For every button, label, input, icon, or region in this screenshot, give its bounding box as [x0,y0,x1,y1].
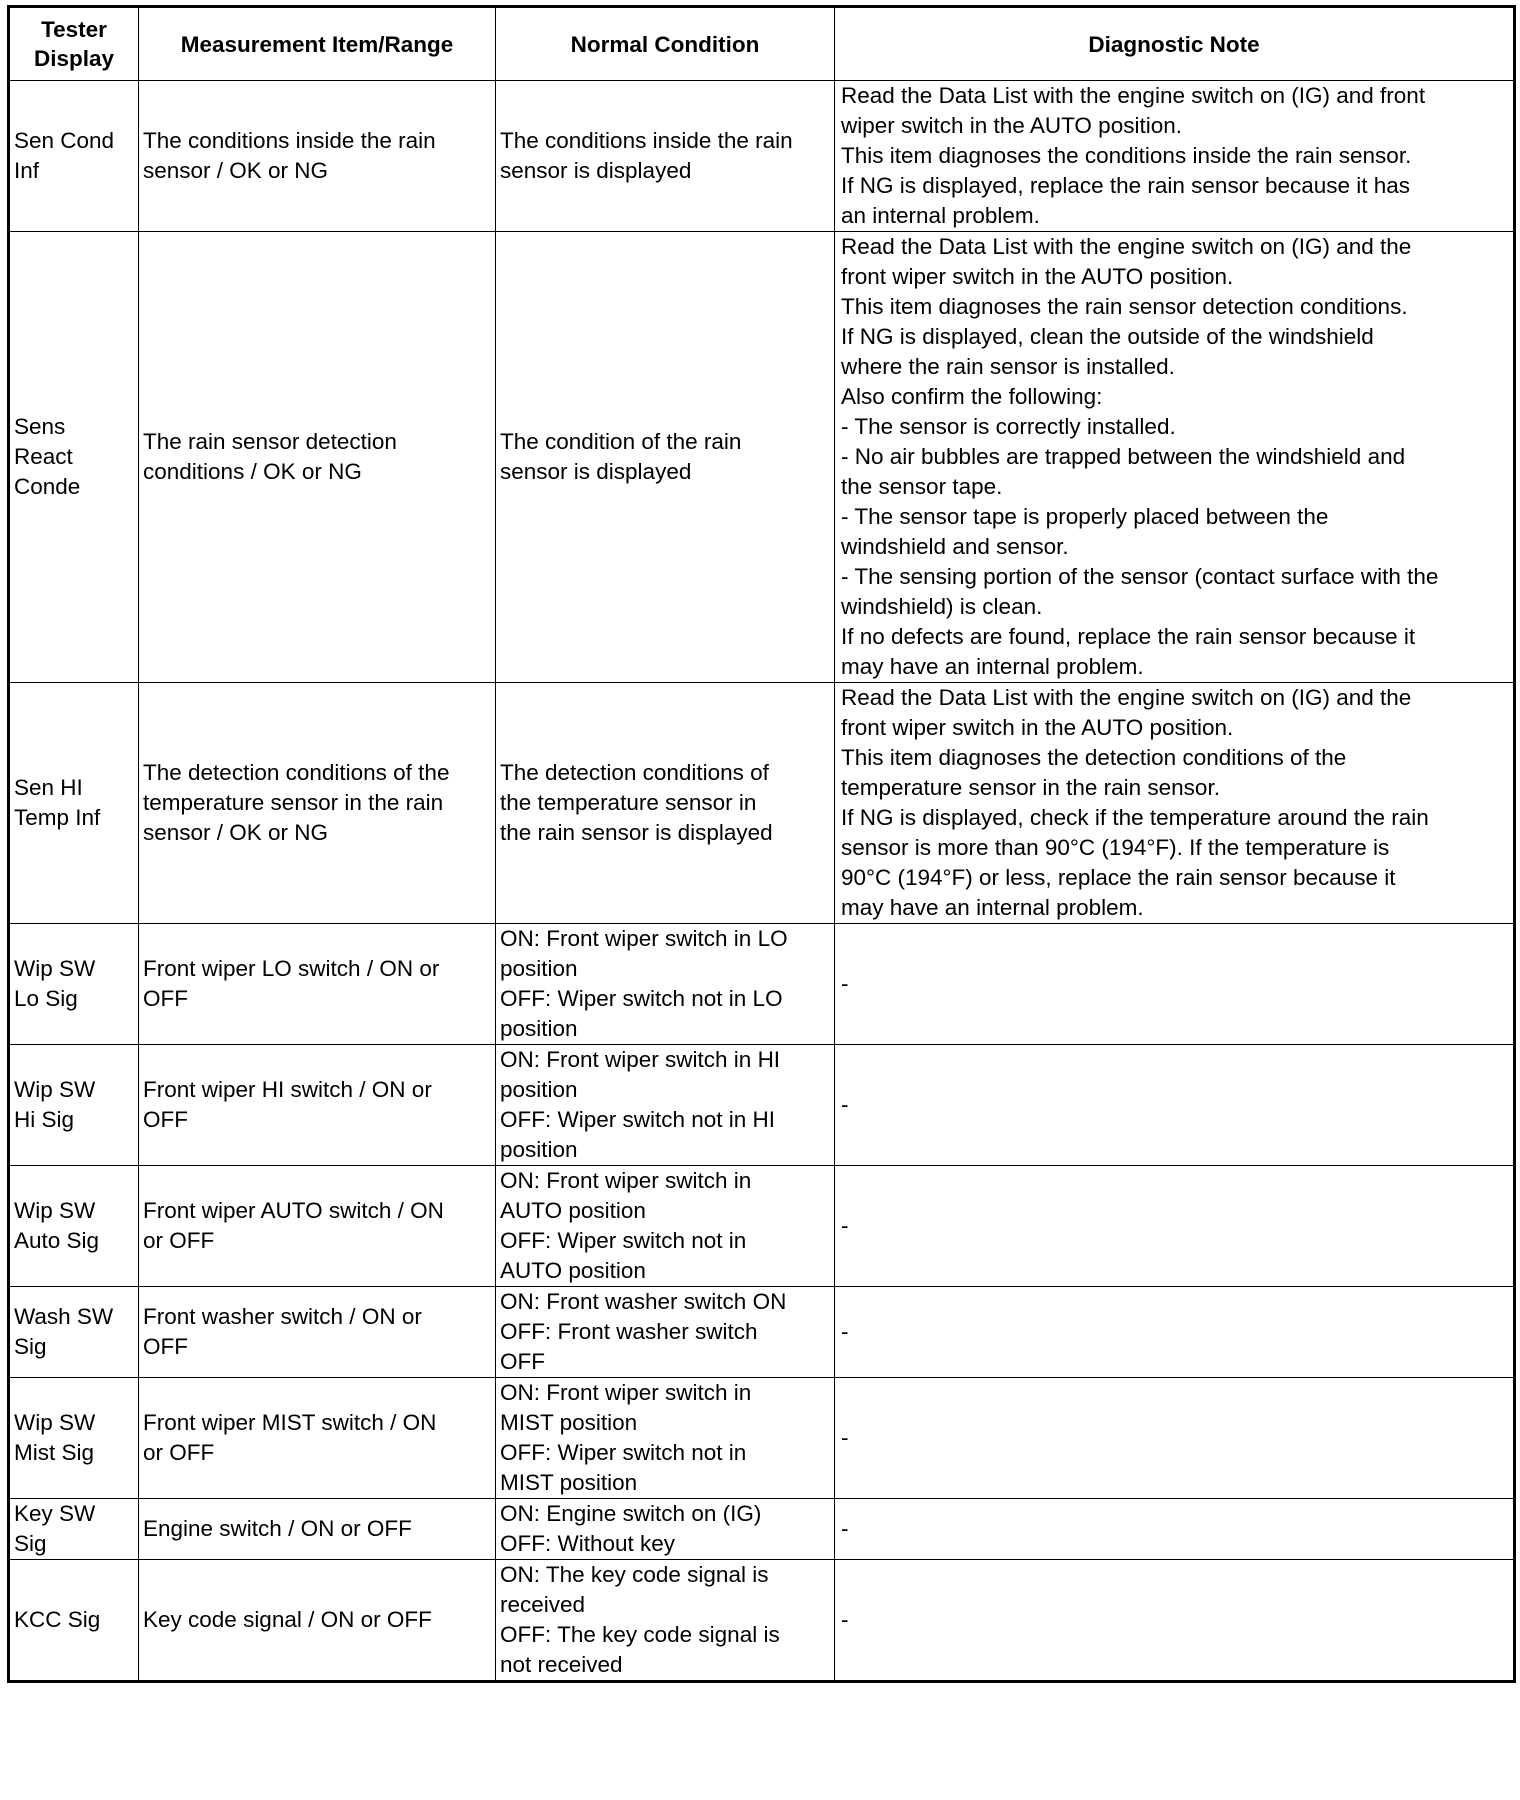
cell-text-line: - [841,1319,849,1344]
diagnostic-note-cell [835,924,1515,1045]
table-row [9,1378,1515,1499]
tester-display-cell [9,924,139,1045]
measurement-item-cell [139,1499,496,1560]
normal-condition-cell [496,1499,835,1560]
table-row [9,683,1515,924]
cell-text-line: If NG is displayed, check if the temperature around the rain [841,805,1429,830]
cell-text-line: Sens [14,414,66,439]
cell-text-line: React [14,444,73,469]
cell-text-line: OFF: Wiper switch not in HI [500,1107,776,1132]
cell-text-line: not received [500,1652,623,1677]
tester-display-cell [9,1378,139,1499]
cell-text-line: Inf [14,158,40,183]
cell-text-line: MIST position [500,1470,638,1495]
cell-text-line: Read the Data List with the engine switch on (IG) and the [841,685,1412,710]
cell-text-line: Front wiper LO switch / ON or [143,956,440,981]
cell-text-line: The rain sensor detection [143,429,397,454]
cell-text-line: position [500,956,578,981]
cell-text-line: windshield and sensor. [841,534,1069,559]
cell-text-line: - [841,971,849,996]
cell-text-line: The detection conditions of the [143,760,450,785]
header-text-line: Tester [41,17,107,42]
cell-text-line: ON: Front wiper switch in HI [500,1047,781,1072]
cell-text-line: OFF: Wiper switch not in [500,1440,747,1465]
cell-text-line: - [841,1516,849,1541]
table-row [9,1045,1515,1166]
cell-text-line: Read the Data List with the engine switch on (IG) and the [841,234,1412,259]
measurement-item-cell [139,924,496,1045]
cell-text-line: - [841,1607,849,1632]
cell-text-line: sensor / OK or NG [143,820,329,845]
measurement-item-cell [139,232,496,683]
measurement-item-cell [139,1287,496,1378]
normal-condition-cell [496,1378,835,1499]
cell-text-line: OFF: Front washer switch [500,1319,758,1344]
table-row [9,1287,1515,1378]
header-normal-condition [496,7,835,81]
normal-condition-cell [496,683,835,924]
cell-text-line: Sig [14,1531,47,1556]
header-text-line: Measurement Item/Range [180,31,454,57]
cell-text-line: Sen Cond [14,128,115,153]
cell-text-line: 90°C (194°F) or less, replace the rain sensor because it [841,865,1396,890]
cell-text-line: - The sensor tape is properly placed between the [841,504,1329,529]
cell-text-line: ON: Front wiper switch in [500,1380,752,1405]
normal-condition-cell [496,1045,835,1166]
cell-text-line: the temperature sensor in [500,790,757,815]
tester-display-cell [9,81,139,232]
cell-text-line: the sensor tape. [841,474,1003,499]
diagnostic-note-cell [835,1499,1515,1560]
cell-text-line: sensor is displayed [500,158,692,183]
cell-text-line: Key SW [14,1501,96,1526]
cell-text-line: sensor is displayed [500,459,692,484]
diagnostic-note-cell [835,81,1515,232]
cell-text-line: an internal problem. [841,203,1040,228]
header-text-line: Display [33,46,115,71]
diagnostic-note-cell [835,683,1515,924]
cell-text-line: ON: Engine switch on (IG) [500,1501,762,1526]
header-measurement-item [139,7,496,81]
cell-text-line: Conde [14,474,81,499]
tester-display-cell [9,1287,139,1378]
cell-text-line: This item diagnoses the detection conditions of the [841,745,1347,770]
cell-text-line: OFF [143,986,188,1011]
cell-text-line: Front wiper MIST switch / ON [143,1410,437,1435]
cell-text-line: - [841,1092,849,1117]
cell-text-line: OFF: Wiper switch not in [500,1228,747,1253]
cell-text-line: received [500,1592,586,1617]
cell-text-line: - The sensor is correctly installed. [841,414,1176,439]
table-row [9,1166,1515,1287]
cell-text-line: The condition of the rain [500,429,742,454]
cell-text-line: front wiper switch in the AUTO position. [841,264,1234,289]
measurement-item-cell [139,683,496,924]
measurement-item-cell [139,81,496,232]
cell-text-line: If NG is displayed, replace the rain sensor because it has [841,173,1411,198]
data-list-table [7,5,1516,1683]
tester-display-cell [9,232,139,683]
cell-text-line: - [841,1425,849,1450]
cell-text-line: Also confirm the following: [841,384,1103,409]
cell-text-line: or OFF [143,1228,215,1253]
tester-display-cell [9,1045,139,1166]
table-row [9,924,1515,1045]
cell-text-line: AUTO position [500,1258,646,1283]
cell-text-line: position [500,1077,578,1102]
cell-text-line: may have an internal problem. [841,654,1144,679]
header-diagnostic-note [835,7,1515,81]
cell-text-line: sensor / OK or NG [143,158,329,183]
cell-text-line: Key code signal / ON or OFF [143,1607,432,1632]
diagnostic-note-cell [835,1045,1515,1166]
cell-text-line: Front wiper AUTO switch / ON [143,1198,444,1223]
measurement-item-cell [139,1560,496,1682]
cell-text-line: OFF: The key code signal is [500,1622,780,1647]
cell-text-line: OFF [500,1349,545,1374]
cell-text-line: Wip SW [14,1077,96,1102]
cell-text-line: The detection conditions of [500,760,769,785]
cell-text-line: Engine switch / ON or OFF [143,1516,412,1541]
tester-display-cell [9,683,139,924]
normal-condition-cell [496,1560,835,1682]
cell-text-line: conditions / OK or NG [143,459,362,484]
measurement-item-cell [139,1378,496,1499]
cell-text-line: Read the Data List with the engine switch on (IG) and front [841,83,1426,108]
table-row [9,232,1515,683]
cell-text-line: If no defects are found, replace the rain sensor because it [841,624,1416,649]
diagnostic-note-cell [835,232,1515,683]
cell-text-line: MIST position [500,1410,638,1435]
document-page [7,5,1516,1683]
cell-text-line: Front washer switch / ON or [143,1304,422,1329]
measurement-item-cell [139,1045,496,1166]
cell-text-line: Wash SW [14,1304,114,1329]
cell-text-line: sensor is more than 90°C (194°F). If the temperature is [841,835,1390,860]
cell-text-line: where the rain sensor is installed. [841,354,1175,379]
cell-text-line: windshield) is clean. [841,594,1043,619]
diagnostic-note-cell [835,1166,1515,1287]
cell-text-line: Temp Inf [14,805,101,830]
cell-text-line: Auto Sig [14,1228,100,1253]
cell-text-line: Sen HI [14,775,83,800]
table-row [9,1499,1515,1560]
header-tester-display [9,7,139,81]
header-text-line: Normal Condition [570,31,760,57]
header-row [9,7,1515,81]
cell-text-line: - [841,1213,849,1238]
cell-text-line: temperature sensor in the rain sensor. [841,775,1220,800]
normal-condition-cell [496,924,835,1045]
cell-text-line: temperature sensor in the rain [143,790,444,815]
header-text-line: Diagnostic Note [1088,31,1260,57]
normal-condition-cell [496,1166,835,1287]
diagnostic-note-cell [835,1560,1515,1682]
cell-text-line: OFF [143,1107,188,1132]
cell-text-line: position [500,1137,578,1162]
normal-condition-cell [496,81,835,232]
measurement-item-cell [139,1166,496,1287]
cell-text-line: This item diagnoses the conditions inside the rain sensor. [841,143,1412,168]
cell-text-line: KCC Sig [14,1607,101,1632]
normal-condition-cell [496,232,835,683]
cell-text-line: the rain sensor is displayed [500,820,773,845]
cell-text-line: If NG is displayed, clean the outside of the windshield [841,324,1374,349]
cell-text-line: OFF: Without key [500,1531,676,1556]
cell-text-line: ON: Front wiper switch in LO [500,926,788,951]
cell-text-line: Hi Sig [14,1107,75,1132]
diagnostic-note-cell [835,1287,1515,1378]
cell-text-line: Wip SW [14,1410,96,1435]
cell-text-line: OFF: Wiper switch not in LO [500,986,783,1011]
tester-display-cell [9,1166,139,1287]
cell-text-line: may have an internal problem. [841,895,1144,920]
cell-text-line: position [500,1016,578,1041]
cell-text-line: Lo Sig [14,986,78,1011]
cell-text-line: OFF [143,1334,188,1359]
tester-display-cell [9,1560,139,1682]
cell-text-line: Front wiper HI switch / ON or [143,1077,432,1102]
diagnostic-note-cell [835,1378,1515,1499]
cell-text-line: - No air bubbles are trapped between the windshield and [841,444,1406,469]
cell-text-line: wiper switch in the AUTO position. [841,113,1182,138]
cell-text-line: or OFF [143,1440,215,1465]
cell-text-line: Mist Sig [14,1440,95,1465]
cell-text-line: front wiper switch in the AUTO position. [841,715,1234,740]
cell-text-line: Sig [14,1334,47,1359]
cell-text-line: The conditions inside the rain [143,128,436,153]
normal-condition-cell [496,1287,835,1378]
cell-text-line: ON: Front washer switch ON [500,1289,787,1314]
cell-text-line: Wip SW [14,956,96,981]
cell-text-line: ON: Front wiper switch in [500,1168,752,1193]
cell-text-line: This item diagnoses the rain sensor detection conditions. [841,294,1408,319]
tester-display-cell [9,1499,139,1560]
cell-text-line: The conditions inside the rain [500,128,793,153]
table-row [9,1560,1515,1682]
cell-text-line: ON: The key code signal is [500,1562,769,1587]
cell-text-line: Wip SW [14,1198,96,1223]
table-row [9,81,1515,232]
cell-text-line: AUTO position [500,1198,646,1223]
cell-text-line: - The sensing portion of the sensor (contact surface with the [841,564,1439,589]
